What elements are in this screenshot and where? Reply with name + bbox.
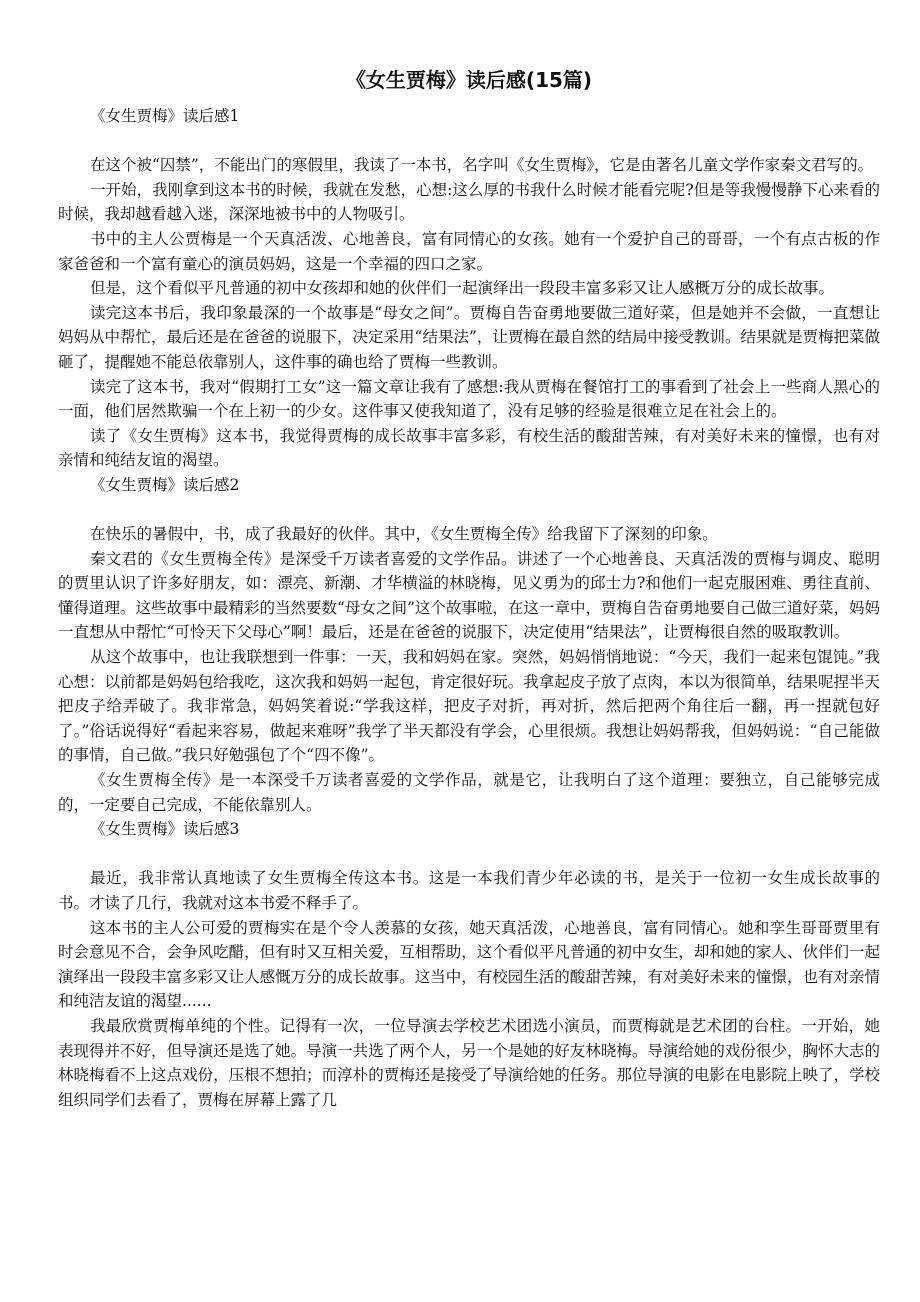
paragraph: 一开始，我刚拿到这本书的时候，我就在发愁，心想:这么厚的书我什么时候才能看完呢?但是等我慢慢静下心来看的时候，我却越看越入迷，深深地被书中的人物吸引。 bbox=[58, 180, 880, 224]
document-title: 《女生贾梅》读后感(15篇) bbox=[345, 68, 593, 92]
section-heading: 《女生贾梅》读后感1 bbox=[90, 107, 240, 125]
blank-line bbox=[58, 129, 880, 154]
blank-line bbox=[58, 498, 880, 523]
paragraph: 读了《女生贾梅》这本书，我觉得贾梅的成长故事丰富多彩，有校生活的酸甜苦辣，有对美好未来的憧憬，也有对亲情和纯结友谊的渴望。 bbox=[58, 426, 880, 470]
paragraph: 这本书的主人公可爱的贾梅实在是个令人羡慕的女孩，她天真活泼，心地善良，富有同情心。她和孪生哥哥贾里有时会意见不合，会争风吃醋，但有时又互相关爱，互相帮助，这个看似平凡普通的初中女生，却和她的家人、伙伴们一起演绎出一段段丰富多彩又让人感慨万分的成长故事。这当中，有校园生活的酸甜苦辣，有对美好未来的憧憬，也有对亲情和纯洁友谊的渴望...... bbox=[58, 918, 880, 1011]
paragraph: 《女生贾梅全传》是一本深受千万读者喜爱的文学作品，就是它，让我明白了这个道理：要独立，自己能够完成的，一定要自己完成，不能依靠别人。 bbox=[58, 771, 880, 814]
paragraph: 书中的主人公贾梅是一个天真活泼、心地善良，富有同情心的女孩。她有一个爱护自己的哥哥，一个有点古板的作家爸爸和一个富有童心的演员妈妈，这是一个幸福的四口之家。 bbox=[58, 229, 880, 273]
section-2 bbox=[58, 473, 880, 817]
paragraph: 秦文君的《女生贾梅全传》是深受千万读者喜爱的文学作品。讲述了一个心地善良、天真活泼的贾梅与调皮、聪明的贾里认识了许多好朋友，如：漂亮、新潮、才华横溢的林晓梅，见义勇为的邱士力?和他们一起克服困难、勇往直前、懂得道理。这些故事中最精彩的当然要数“母女之间”这个故事啦，在这一章中，贾梅自告奋勇地要自己做三道好菜，妈妈一直想从中帮忙“可怜天下父母心”啊！最后，还是在爸爸的说服下，决定使用“结果法”，让贾梅很自然的吸取教训。 bbox=[58, 549, 880, 642]
section-1 bbox=[58, 104, 880, 473]
paragraph: 读完了这本书，我对“假期打工女”这一篇文章让我有了感想:我从贾梅在餐馆打工的事看到了社会上一些商人黑心的一面，他们居然欺骗一个在上初一的少女。这件事又使我知道了，没有足够的经验是很难立足在社会上的。 bbox=[58, 377, 880, 421]
section-heading: 《女生贾梅》读后感2 bbox=[90, 475, 240, 494]
paragraph: 在快乐的暑假中，书，成了我最好的伙伴。其中，《女生贾梅全传》给我留下了深刻的印象。 bbox=[90, 525, 718, 544]
paragraph: 从这个故事中，也让我联想到一件事：一天，我和妈妈在家。突然，妈妈悄悄地说：“今天，我们一起来包馄饨。”我心想：以前都是妈妈包给我吃，这次我和妈妈一起包，肯定很好玩。我拿起皮子放了点肉，本以为很简单，结果呢捏半天把皮子给弄破了。我非常急，妈妈笑着说:“学我这样，把皮子对折，再对折，然后把两个角往后一翻，再一捏就包好了。”俗话说得好“看起来容易，做起来难呀”我学了半天都没有学会，心里很烦。我想让妈妈帮我，但妈妈说：“自己能做的事情，自己做。”我只好勉强包了个“四不像”。 bbox=[58, 648, 880, 765]
paragraph: 在这个被“囚禁”，不能出门的寒假里，我读了一本书，名字叫《女生贾梅》，它是由著名儿童文学作家秦文君写的。 bbox=[90, 156, 874, 175]
paragraph: 读完这本书后，我印象最深的一个故事是“母女之间”。贾梅自告奋勇地要做三道好菜，但是她并不会做，一直想让妈妈从中帮忙，最后还是在爸爸的说服下，决定采用“结果法”，让贾梅在最自然的结局中接受教训。结果就是贾梅把菜做砸了，提醒她不能总依靠别人，这件事的确也给了贾梅一些教训。 bbox=[58, 303, 880, 371]
section-3 bbox=[58, 817, 880, 1112]
paragraph: 但是，这个看似平凡普通的初中女孩却和她的伙伴们一起演绎出一段段丰富多彩又让人感概万分的成长故事。 bbox=[90, 279, 835, 298]
paragraph: 我最欣赏贾梅单纯的个性。记得有一次，一位导演去学校艺术团选小演员，而贾梅就是艺术团的台柱。一开始，她表现得并不好，但导演还是选了她。导演一共选了两个人，另一个是她的好友林晓梅。导演给她的戏份很少，胸怀大志的林晓梅看不上这点戏份，压根不想拍；而淳朴的贾梅还是接受了导演给她的任务。那位导演的电影在电影院上映了，学校组织同学们去看了，贾梅在屏幕上露了几 bbox=[58, 1016, 880, 1109]
section-heading: 《女生贾梅》读后感3 bbox=[90, 820, 240, 839]
paragraph: 最近，我非常认真地读了女生贾梅全传这本书。这是一本我们青少年必读的书，是关于一位初一女生成长故事的书。才读了几行，我就对这本书爱不释手了。 bbox=[58, 869, 880, 912]
blank-line bbox=[58, 842, 880, 867]
